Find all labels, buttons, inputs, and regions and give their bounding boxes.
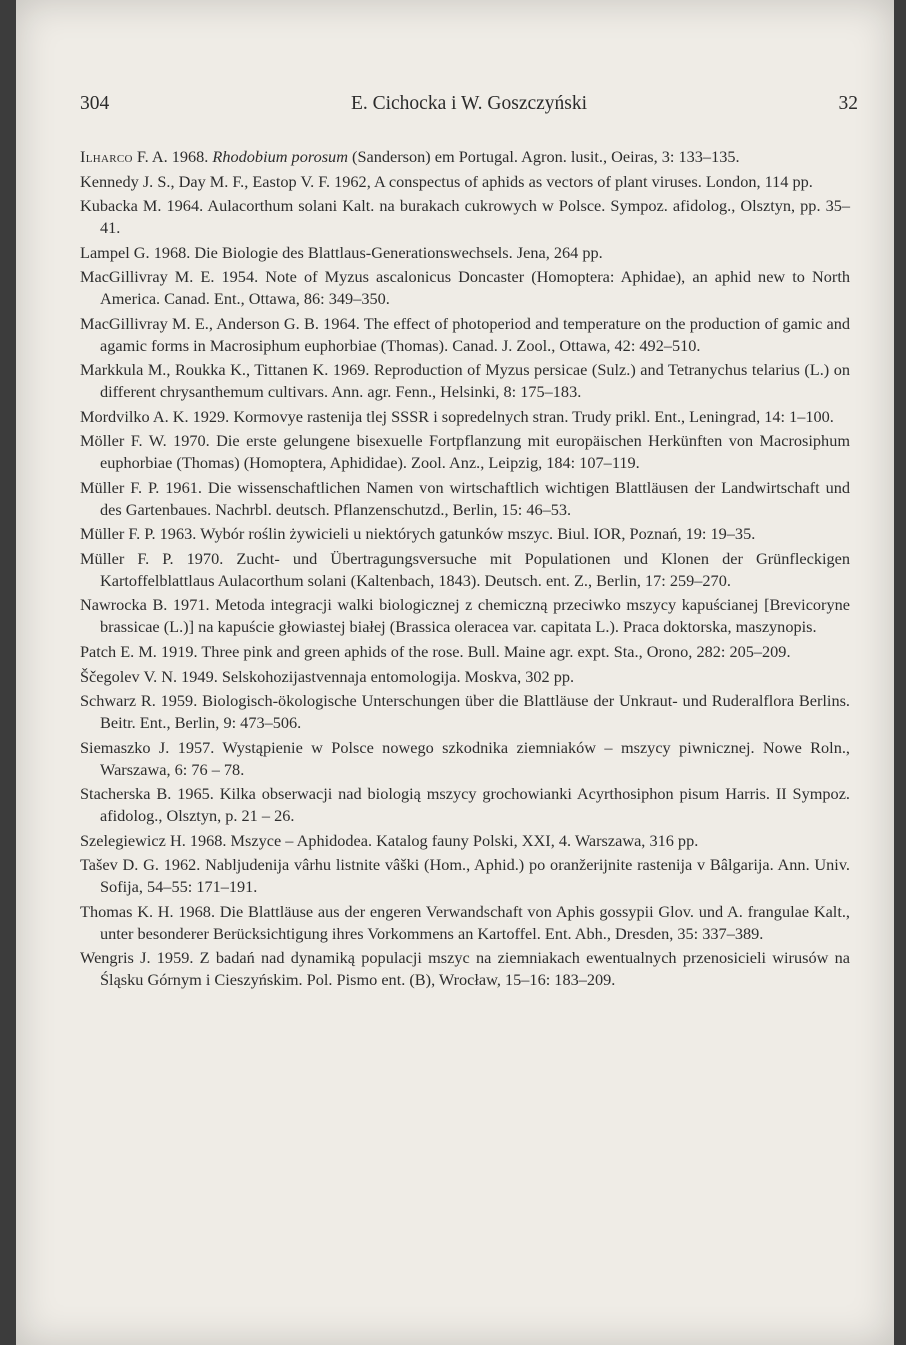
reference-entry: Nawrocka B. 1971. Metoda integracji walki biologicznej z chemiczną przeciwko mszycy kapuścianej [Brevicoryne brassicae (L.)] na kapuście głowiastej białej (Brassica oleracea var. capitata L.). Praca doktorska, maszynopis. [80,595,850,637]
reference-entry: Stacherska B. 1965. Kilka obserwacji nad biologią mszycy grochowianki Acyrthosiphon pisum Harris. II Sympoz. afidolog., Olsztyn, p. 21 – 26. [80,784,850,826]
reference-list [80,146,850,994]
volume-number: 32 [838,93,858,114]
reference-entry: Kubacka M. 1964. Aulacorthum solani Kalt. na burakach cukrowych w Polsce. Sympoz. afidolog., Olsztyn, pp. 35–41. [80,196,850,238]
reference-entry: Müller F. P. 1963. Wybór roślin żywicieli u niektórych gatunków mszyc. Biul. IOR, Poznań, 19: 19–35. [80,524,756,544]
reference-entry: Lampel G. 1968. Die Biologie des Blattlaus-Generationswechsels. Jena, 264 pp. [80,242,603,262]
running-title: E. Cichocka i W. Goszczyński [350,93,588,114]
reference-entry: Patch E. M. 1919. Three pink and green aphids of the rose. Bull. Maine agr. expt. Sta., Orono, 282: 205–209. [80,641,791,661]
reference-entry: MacGillivray M. E. 1954. Note of Myzus ascalonicus Doncaster (Homoptera: Aphidae), an aphid new to North America. Canad. Ent., Ottawa, 86: 349–350. [80,267,850,309]
reference-entry: Ilharco F. A. 1968. Rhodobium porosum (Sanderson) em Portugal. Agron. lusit., Oeiras, 3: 133–135. [80,147,740,166]
reference-entry: Möller F. W. 1970. Die erste gelungene bisexuelle Fortpflanzung mit europäischen Herkünften von Macrosiphum euphorbiae (Thomas) (Homoptera, Aphididae). Zool. Anz., Leipzig, 184: 107–119. [80,431,850,473]
reference-entry: Mordvilko A. K. 1929. Kormovye rastenija tlej SSSR i sopredelnych stran. Trudy prikl. Ent., Leningrad, 14: 1–100. [80,406,834,426]
reference-entry: Kennedy J. S., Day M. F., Eastop V. F. 1962, A conspectus of aphids as vectors of plant viruses. London, 114 pp. [80,171,813,191]
page-number: 304 [80,93,110,114]
reference-entry: Schwarz R. 1959. Biologisch-ökologische Unterschungen über die Blattläuse der Unkraut- und Ruderalflora Berlins. Beitr. Ent., Berlin, 9: 473–506. [80,691,850,733]
reference-entry: Müller F. P. 1961. Die wissenschaftlichen Namen von wirtschaftlich wichtigen Blattläusen der Landwirtschaft und des Gartenbaues. Nachrbl. deutsch. Pflanzenschutzd., Berlin, 15: 46–53. [80,477,850,519]
reference-entry: Siemaszko J. 1957. Wystąpienie w Polsce nowego szkodnika ziemniaków – mszycy piwnicznej. Nowe Roln., Warszawa, 6: 76 – 78. [80,737,850,779]
reference-entry: Thomas K. H. 1968. Die Blattläuse aus der engeren Verwandschaft von Aphis gossypii Glov. und A. frangulae Kalt., unter besonderer Berücksichtigung ihres Vorkommens an Kartoffel. Ent. Abh., Dresden, 35: 337–389. [80,901,850,943]
reference-entry: Müller F. P. 1970. Zucht- und Übertragungsversuche mit Populationen und Klonen der Grünfleckigen Kartoffelblattlaus Aulacorthum solani (Kaltenbach, 1843). Deutsch. ent. Z., Berlin, 17: 259–270. [80,548,850,590]
reference-entry: Markkula M., Roukka K., Tittanen K. 1969. Reproduction of Myzus persicae (Sulz.) and Tetranychus telarius (L.) on different chrysanthemum cultivars. Ann. agr. Fenn., Helsinki, 8: 175–183. [80,360,850,402]
reference-entry: Wengris J. 1959. Z badań nad dynamiką populacji mszyc na ziemniakach ewentualnych przenosicieli wirusów na Śląsku Górnym i Cieszyńskim. Pol. Pismo ent. (B), Wrocław, 15–16: 183–209. [80,948,850,990]
journal-page [16,0,894,1345]
reference-entry: Szelegiewicz H. 1968. Mszyce – Aphidodea. Katalog fauny Polski, XXI, 4. Warszawa, 316 pp. [80,830,699,850]
reference-entry: Tašev D. G. 1962. Nabljudenija vârhu listnite vâški (Hom., Aphid.) po oranžerijnite rastenija v Bâlgarija. Ann. Univ. Sofija, 54–55: 171–191. [80,855,850,897]
reference-entry: Ščegolev V. N. 1949. Selskohozijastvennaja entomologija. Moskva, 302 pp. [80,666,575,686]
reference-entry: MacGillivray M. E., Anderson G. B. 1964. The effect of photoperiod and temperature on the production of gamic and agamic forms in Macrosiphum euphorbiae (Thomas). Canad. J. Zool., Ottawa, 42: 492–510. [80,313,850,355]
